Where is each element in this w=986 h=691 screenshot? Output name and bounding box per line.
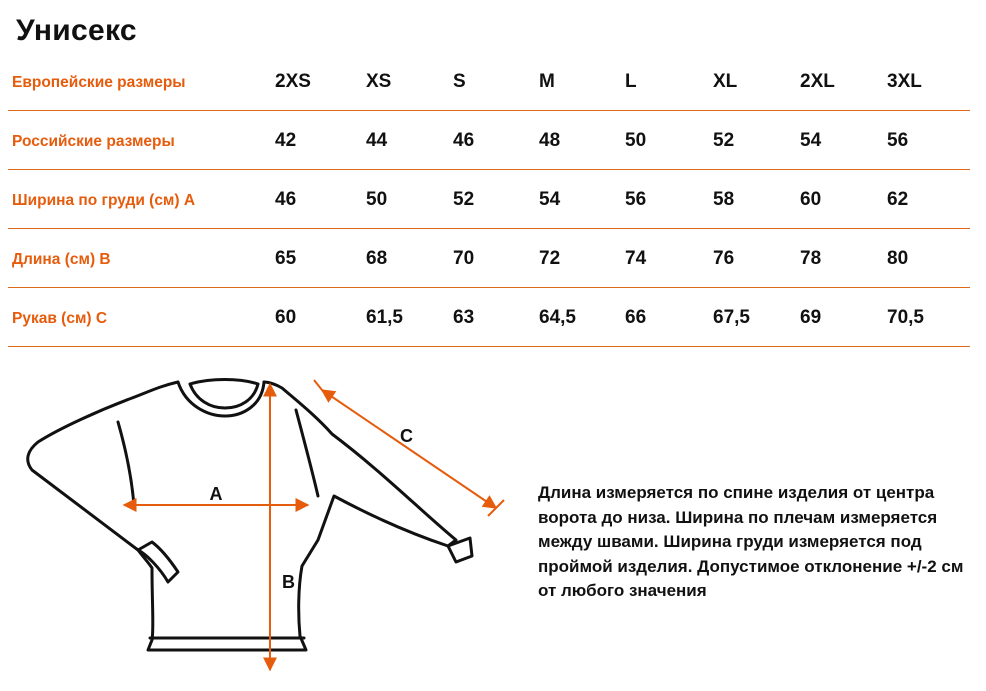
size-table [8, 52, 970, 347]
left-cuff [138, 542, 178, 582]
table-cell: XL [713, 71, 738, 92]
table-cell: 74 [625, 248, 647, 269]
table-cell: 44 [366, 130, 388, 151]
sweatshirt-body-outline [28, 382, 456, 650]
table-cell: 68 [366, 248, 388, 269]
measure-c-tick-end [488, 500, 504, 516]
table-cell: 60 [800, 189, 822, 210]
measure-c-line [322, 390, 496, 508]
table-row-ru-sizes [8, 111, 970, 170]
table-cell: 46 [275, 189, 297, 210]
table-cell: 64,5 [539, 307, 576, 328]
table-cell: 66 [625, 307, 647, 328]
row-label: Рукав (см) С [12, 310, 108, 327]
row-label: Длина (см) В [12, 251, 111, 268]
table-cell: 52 [713, 130, 735, 151]
table-cell: 46 [453, 130, 475, 151]
table-cell: 50 [625, 130, 647, 151]
table-row-length [8, 229, 970, 288]
table-cell: 63 [453, 307, 475, 328]
table-cell: 69 [800, 307, 822, 328]
table-row-chest-width [8, 170, 970, 229]
table-cell: 70 [453, 248, 475, 269]
table-cell: S [453, 71, 466, 92]
table-cell: 48 [539, 130, 561, 151]
measure-b-label: B [282, 572, 295, 592]
measure-c-label: C [400, 426, 413, 446]
table-cell: 2XS [275, 71, 311, 92]
table-cell: 67,5 [713, 307, 750, 328]
table-cell: 70,5 [887, 307, 924, 328]
table-cell: 80 [887, 248, 909, 269]
table-cell: 52 [453, 189, 475, 210]
table-cell: 58 [713, 189, 735, 210]
table-cell: 76 [713, 248, 735, 269]
table-cell: 54 [800, 130, 822, 151]
table-cell: 62 [887, 189, 909, 210]
sweatshirt-diagram [20, 370, 520, 682]
table-row-sleeve [8, 288, 970, 347]
table-cell: 2XL [800, 71, 835, 92]
measurement-note: Длина измеряется по спине изделия от центра ворота до низа. Ширина по плечам измеряется между швами. Ширина груди измеряется под проймой изделия. Допустимое отклонение +/-2 см от любого значения [538, 483, 964, 600]
table-cell: XS [366, 71, 392, 92]
row-label: Европейские размеры [12, 74, 186, 91]
collar-top [190, 380, 258, 385]
row-label: Ширина по груди (см) А [12, 192, 196, 209]
table-cell: 3XL [887, 71, 922, 92]
table-cell: 65 [275, 248, 297, 269]
table-cell: L [625, 71, 637, 92]
measure-c-tick-start [314, 380, 330, 400]
page-title: Унисекс [16, 14, 137, 47]
table-row-eu-sizes [8, 52, 970, 111]
table-cell: 56 [625, 189, 647, 210]
left-sleeve-seam [118, 422, 134, 506]
table-cell: 78 [800, 248, 822, 269]
table-cell: 61,5 [366, 307, 403, 328]
table-cell: 50 [366, 189, 388, 210]
table-cell: 42 [275, 130, 297, 151]
measure-a-label: A [209, 484, 223, 504]
table-cell: M [539, 71, 555, 92]
table-cell: 60 [275, 307, 297, 328]
table-cell: 56 [887, 130, 909, 151]
right-sleeve-seam [296, 410, 318, 496]
collar-inner [190, 384, 258, 408]
row-label: Российские размеры [12, 133, 175, 150]
table-cell: 72 [539, 248, 561, 269]
table-cell: 54 [539, 189, 561, 210]
